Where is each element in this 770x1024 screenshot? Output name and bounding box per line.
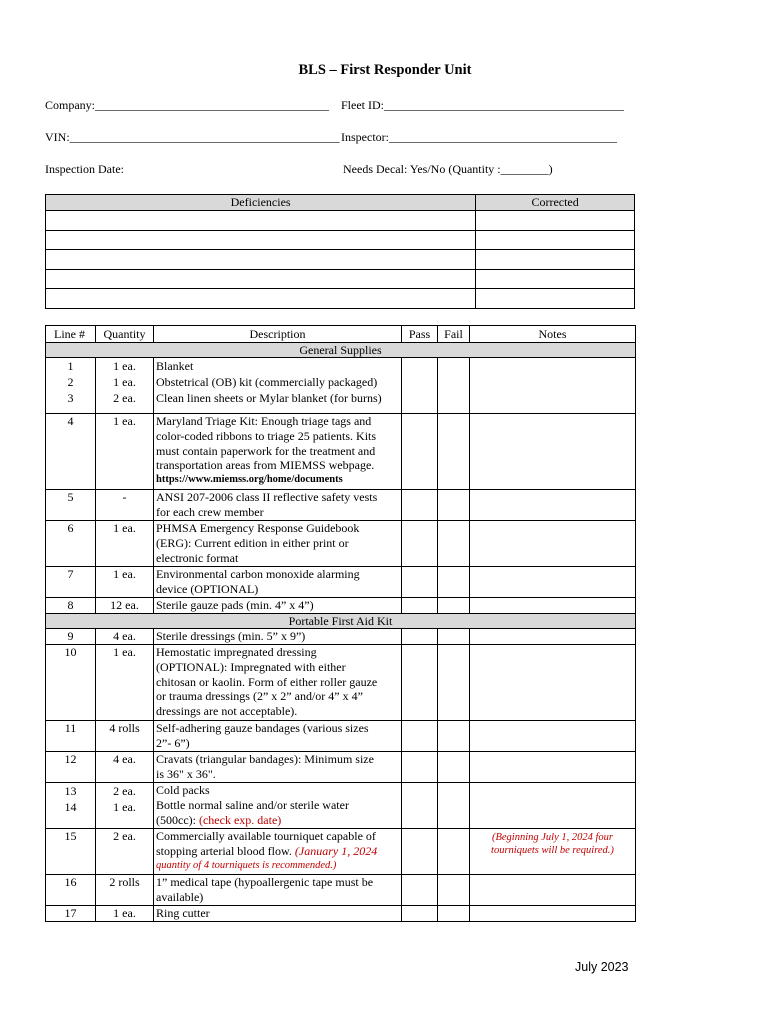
table-row (46, 598, 636, 614)
table-row (46, 521, 636, 567)
deficiency-cell[interactable] (46, 250, 476, 270)
line-number: 11 (46, 721, 96, 752)
notes-cell[interactable] (470, 875, 636, 906)
notes-cell[interactable] (470, 906, 636, 922)
deficiency-row (46, 289, 635, 309)
description: Obstetrical (OB) kit (commercially packaged) (156, 375, 378, 389)
deficiency-row (46, 230, 635, 250)
quantity: 4 ea. (96, 629, 154, 645)
table-row (46, 490, 636, 521)
line-header: Line # (46, 326, 96, 343)
description: Cold packs Bottle normal saline and/or sterile water (500cc): (check exp. date) (154, 783, 402, 829)
fail-cell[interactable] (438, 783, 470, 829)
quantity: 2 ea. (96, 829, 154, 875)
fail-cell[interactable] (438, 721, 470, 752)
quantity: 1 ea. (113, 359, 136, 373)
fail-cell[interactable] (438, 567, 470, 598)
pass-cell[interactable] (402, 721, 438, 752)
fail-cell[interactable] (438, 829, 470, 875)
quantity: 1 ea. (96, 906, 154, 922)
deficiency-row (46, 250, 635, 270)
line-number: 17 (46, 906, 96, 922)
quantity: 2 ea. (113, 391, 136, 405)
quantity: 1 ea. (113, 375, 136, 389)
quantity: 4 rolls (96, 721, 154, 752)
inspector-field[interactable]: Inspector:______________________________________ (341, 130, 617, 144)
description: Cravats (triangular bandages): Minimum size is 36" x 36". (154, 752, 402, 783)
inspection-table (45, 325, 636, 922)
notes-cell[interactable] (470, 752, 636, 783)
notes-cell[interactable]: (Beginning July 1, 2024 four tourniquets will be required.) (470, 829, 636, 875)
table-row (46, 721, 636, 752)
description: Maryland Triage Kit: Enough triage tags and color-coded ribbons to triage 25 patients. Kits must contain paperwork for the treatment and transportation areas from MIEMSS webpage. https://www.miemss.org/home/documents (154, 414, 402, 490)
notes-cell[interactable] (470, 645, 636, 721)
section-portable-first-aid-kit: Portable First Aid Kit (46, 614, 636, 629)
pass-header: Pass (402, 326, 438, 343)
description: Sterile gauze pads (min. 4” x 4”) (154, 598, 402, 614)
line-number: 12 (46, 752, 96, 783)
pass-cell[interactable] (402, 752, 438, 783)
table-row (46, 645, 636, 721)
quantity-header: Quantity (96, 326, 154, 343)
deficiency-cell[interactable] (46, 230, 476, 250)
quantity: 1 ea. (96, 414, 154, 490)
table-row (46, 906, 636, 922)
fail-cell[interactable] (438, 906, 470, 922)
description-header: Description (154, 326, 402, 343)
corrected-cell[interactable] (476, 230, 635, 250)
table-row (46, 414, 636, 490)
table-row (46, 567, 636, 598)
line-number: 8 (46, 598, 96, 614)
quantity: 12 ea. (96, 598, 154, 614)
pass-cell[interactable] (402, 598, 438, 614)
corrected-cell[interactable] (476, 269, 635, 289)
line-number: 2 (67, 375, 74, 389)
pass-cell[interactable] (402, 358, 438, 414)
pass-cell[interactable] (402, 521, 438, 567)
description: Hemostatic impregnated dressing (OPTIONAL): Impregnated with either chitosan or kaolin. Form of either roller gauze or trauma dressings (2” x 2” and/or 4” x 4” dressings are not acceptable). (154, 645, 402, 721)
fail-cell[interactable] (438, 414, 470, 490)
description: Environmental carbon monoxide alarming device (OPTIONAL) (154, 567, 402, 598)
inspection-date-field[interactable]: Inspection Date: (45, 162, 124, 176)
deficiencies-table (45, 194, 635, 309)
notes-cell[interactable] (470, 629, 636, 645)
fail-cell[interactable] (438, 521, 470, 567)
line-number: 15 (46, 829, 96, 875)
fail-cell[interactable] (438, 752, 470, 783)
pass-cell[interactable] (402, 490, 438, 521)
fail-cell[interactable] (438, 490, 470, 521)
description: Commercially available tourniquet capable of stopping arterial blood flow. (January 1, 2024 quantity of 4 tourniquets is recommended.) (154, 829, 402, 875)
quantity: 2 ea. (113, 784, 136, 798)
needs-decal-field[interactable]: Needs Decal: Yes/No (Quantity :________) (343, 162, 553, 176)
quantity: 1 ea. (96, 645, 154, 721)
page-title: BLS – First Responder Unit (298, 62, 472, 78)
line-number: 9 (46, 629, 96, 645)
company-field[interactable]: Company:_______________________________________ (45, 98, 329, 112)
pass-cell[interactable] (402, 875, 438, 906)
notes-cell[interactable] (470, 490, 636, 521)
fail-cell[interactable] (438, 629, 470, 645)
description: PHMSA Emergency Response Guidebook (ERG): Current edition in either print or electronic format (154, 521, 402, 567)
fail-cell[interactable] (438, 875, 470, 906)
vin-field[interactable]: VIN:_____________________________________________ (45, 130, 340, 144)
notes-cell[interactable] (470, 598, 636, 614)
line-number: 13 (64, 784, 77, 798)
line-number: 5 (46, 490, 96, 521)
deficiency-cell[interactable] (46, 269, 476, 289)
description: Ring cutter (154, 906, 402, 922)
description: 1” medical tape (hypoallergenic tape must be available) (154, 875, 402, 906)
notes-cell[interactable] (470, 414, 636, 490)
quantity: 1 ea. (113, 800, 136, 814)
description: Clean linen sheets or Mylar blanket (for burns) (156, 391, 382, 405)
quantity: - (96, 490, 154, 521)
notes-cell[interactable] (470, 567, 636, 598)
corrected-cell[interactable] (476, 211, 635, 231)
corrected-cell[interactable] (476, 289, 635, 309)
table-row (46, 783, 636, 829)
line-number: 14 (64, 800, 77, 814)
pass-cell[interactable] (402, 783, 438, 829)
deficiencies-header: Deficiencies (46, 195, 476, 211)
line-number: 4 (46, 414, 96, 490)
line-number: 6 (46, 521, 96, 567)
table-row (46, 358, 636, 414)
deficiency-row (46, 211, 635, 231)
fail-header: Fail (438, 326, 470, 343)
notes-cell[interactable] (470, 358, 636, 414)
pass-cell[interactable] (402, 829, 438, 875)
deficiency-cell[interactable] (46, 289, 476, 309)
deficiency-cell[interactable] (46, 211, 476, 231)
pass-cell[interactable] (402, 414, 438, 490)
section-general-supplies: General Supplies (46, 343, 636, 358)
description: Blanket (156, 359, 194, 373)
corrected-header: Corrected (476, 195, 635, 211)
footer-date: July 2023 (575, 960, 629, 974)
pass-cell[interactable] (402, 906, 438, 922)
table-row (46, 829, 636, 875)
line-number: 10 (46, 645, 96, 721)
line-number: 3 (67, 391, 74, 405)
fleet-id-field[interactable]: Fleet ID:________________________________________ (341, 98, 624, 112)
table-row (46, 629, 636, 645)
pass-cell[interactable] (402, 567, 438, 598)
quantity: 2 rolls (96, 875, 154, 906)
description: Sterile dressings (min. 5” x 9”) (154, 629, 402, 645)
line-number: 7 (46, 567, 96, 598)
table-row (46, 875, 636, 906)
line-number: 16 (46, 875, 96, 906)
fail-cell[interactable] (438, 598, 470, 614)
quantity: 1 ea. (96, 521, 154, 567)
description: ANSI 207-2006 class II reflective safety vests for each crew member (154, 490, 402, 521)
documents-link[interactable]: https://www.miemss.org/home/documents (156, 474, 343, 486)
pass-cell[interactable] (402, 629, 438, 645)
quantity: 4 ea. (96, 752, 154, 783)
deficiency-row (46, 269, 635, 289)
notes-cell[interactable] (470, 783, 636, 829)
fail-cell[interactable] (438, 645, 470, 721)
quantity: 1 ea. (96, 567, 154, 598)
pass-cell[interactable] (402, 645, 438, 721)
notes-cell[interactable] (470, 521, 636, 567)
line-number: 1 (67, 359, 74, 373)
corrected-cell[interactable] (476, 250, 635, 270)
notes-cell[interactable] (470, 721, 636, 752)
table-row (46, 752, 636, 783)
fail-cell[interactable] (438, 358, 470, 414)
description: Self-adhering gauze bandages (various sizes 2”- 6”) (154, 721, 402, 752)
notes-header: Notes (470, 326, 636, 343)
